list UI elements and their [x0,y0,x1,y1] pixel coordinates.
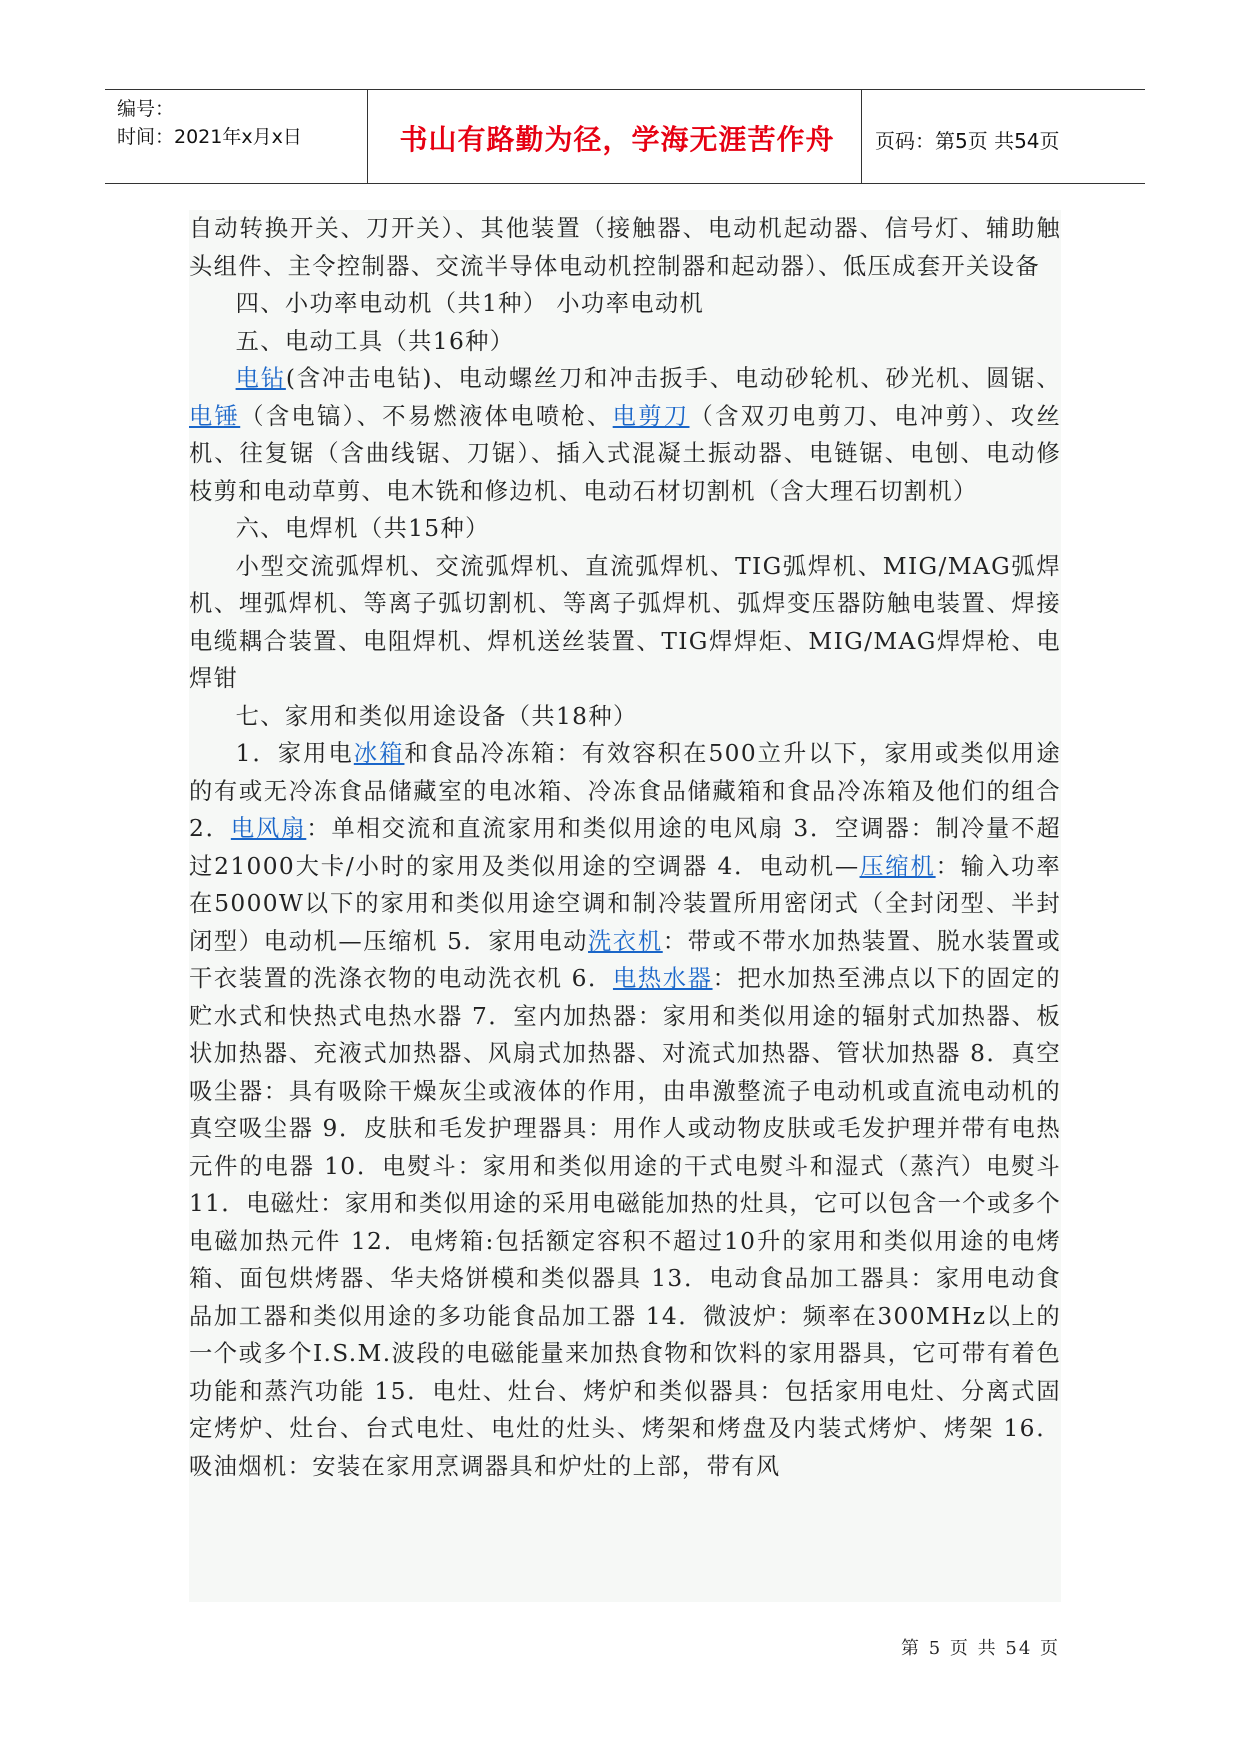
link-electric-hammer[interactable]: 电锤 [189,402,241,430]
link-electric-drill[interactable]: 电钻 [235,365,286,392]
header-divider-left [367,90,368,183]
text-segment: （含电镐）、不易燃液体电喷枪、 [240,402,613,430]
paragraph-welding: 小型交流弧焊机、交流弧焊机、直流弧焊机、TIG弧焊机、MIG/MAG弧焊机、埋弧焊机、等离子弧切割机、等离子弧焊机、弧焊变压器防触电装置、焊接电缆耦合装置、电阻焊机、焊机送丝装置、TIG焊焊炬、MIG/MAG焊焊枪、电焊钳 [189,552,1061,692]
link-water-heater[interactable]: 电热水器 [612,965,713,992]
doc-time-label: 时间：2021年x月x日 [117,126,302,148]
footer-page-number: 第 5 页 共 54 页 [901,1638,1060,1659]
link-compressor[interactable]: 压缩机 [859,852,936,880]
heading-household: 七、家用和类似用途设备（共18种） [235,702,638,730]
header-motto: 书山有路勤为径，学海无涯苦作舟 [399,123,835,156]
paragraph-household [189,735,1061,1485]
text-segment: （含双刃电剪刀、电冲剪）、攻丝机、往复锯（含曲线锯、刀锯）、插入式混凝土振动器、电链锯、电刨、电动修枝剪和电动草剪、电木铣和修边机、电动石材切割机（含大理石切割机） [189,402,1061,505]
heading-small-motor: 四、小功率电动机（共1种） 小功率电动机 [235,290,705,317]
document-body [189,210,1061,1602]
paragraph-low-voltage-list: 自动转换开关、刀开关）、其他装置（接触器、电动机起动器、信号灯、辅助触头组件、主令控制器、交流半导体电动机控制器和起动器）、低压成套开关设备 [189,215,1061,280]
text-segment: 1．家用电 [235,740,354,767]
link-washing-machine[interactable]: 洗衣机 [588,927,663,955]
heading-welding: 六、电焊机（共15种） [235,515,490,542]
header-page-number: 页码：第5页 共54页 [875,129,1060,153]
text-segment: 和食品冷冻箱：有效容积在500立升以下，家用或类似用途的有或无冷冻食品储藏室的电冰箱、冷冻食品储藏箱和食品冷冻箱及他们的组合 2． [189,740,1061,842]
text-segment: ：输入功率在5000W以下的家用和类似用途空调和制冷装置所用密闭式（全封闭型、半封闭型）电动机—压缩机 5．家用电动 [189,852,1061,955]
paragraph-power-tools [189,360,1061,510]
link-electric-shears[interactable]: 电剪刀 [612,402,690,430]
link-electric-fan[interactable]: 电风扇 [230,815,307,842]
text-segment: ：带或不带水加热装置、脱水装置或干衣装置的洗涤衣物的电动洗衣机 6． [189,927,1061,992]
link-refrigerator[interactable]: 冰箱 [353,740,405,767]
text-segment: ：单相交流和直流家用和类似用途的电风扇 3．空调器：制冷量不超过21000大卡/小时的家用及类似用途的空调器 4．电动机— [189,815,1061,880]
doc-number-label: 编号： [117,98,175,120]
text-segment: ：把水加热至沸点以下的固定的贮水式和快热式电热水器 7．室内加热器：家用和类似用途的辐射式加热器、板状加热器、充液式加热器、风扇式加热器、对流式加热器、管状加热器 8．真空吸尘器：具有吸除干燥灰尘或液体的作用，由串激整流子电动机或直流电动机的真空吸尘器 9．皮肤和毛发护理器具：用作人或动物皮肤或毛发护理并带有电热元件的电器 10．电熨斗：家用和类似用途的干式电熨斗和湿式（蒸汽）电熨斗 11．电磁灶：家用和类似用途的采用电磁能加热的灶具，它可以包含一个或多个电磁加热元件 12．电烤箱:包括额定容积不超过10升的家用和类似用途的电烤箱、面包烘烤器、华夫烙饼模和类似器具 13．电动食品加工器具：家用电动食品加工器和类似用途的多功能食品加工器 14．微波炉：频率在300MHz以上的一个或多个I.S.M.波段的电磁能量来加热食物和饮料的家用器具，它可带有着色功能和蒸汽功能 15．电灶、灶台、烤炉和类似器具：包括家用电灶、分离式固定烤炉、灶台、台式电灶、电灶的灶头、烤架和烤盘及内装式烤炉、烤架 16．吸油烟机：安装在家用烹调器具和炉灶的上部，带有风 [189,965,1061,1480]
text-segment: (含冲击电钻)、电动螺丝刀和冲击扳手、电动砂轮机、砂光机、圆锯、 [285,365,1061,392]
header-table [105,89,1145,184]
heading-power-tools: 五、电动工具（共16种） [235,327,515,355]
